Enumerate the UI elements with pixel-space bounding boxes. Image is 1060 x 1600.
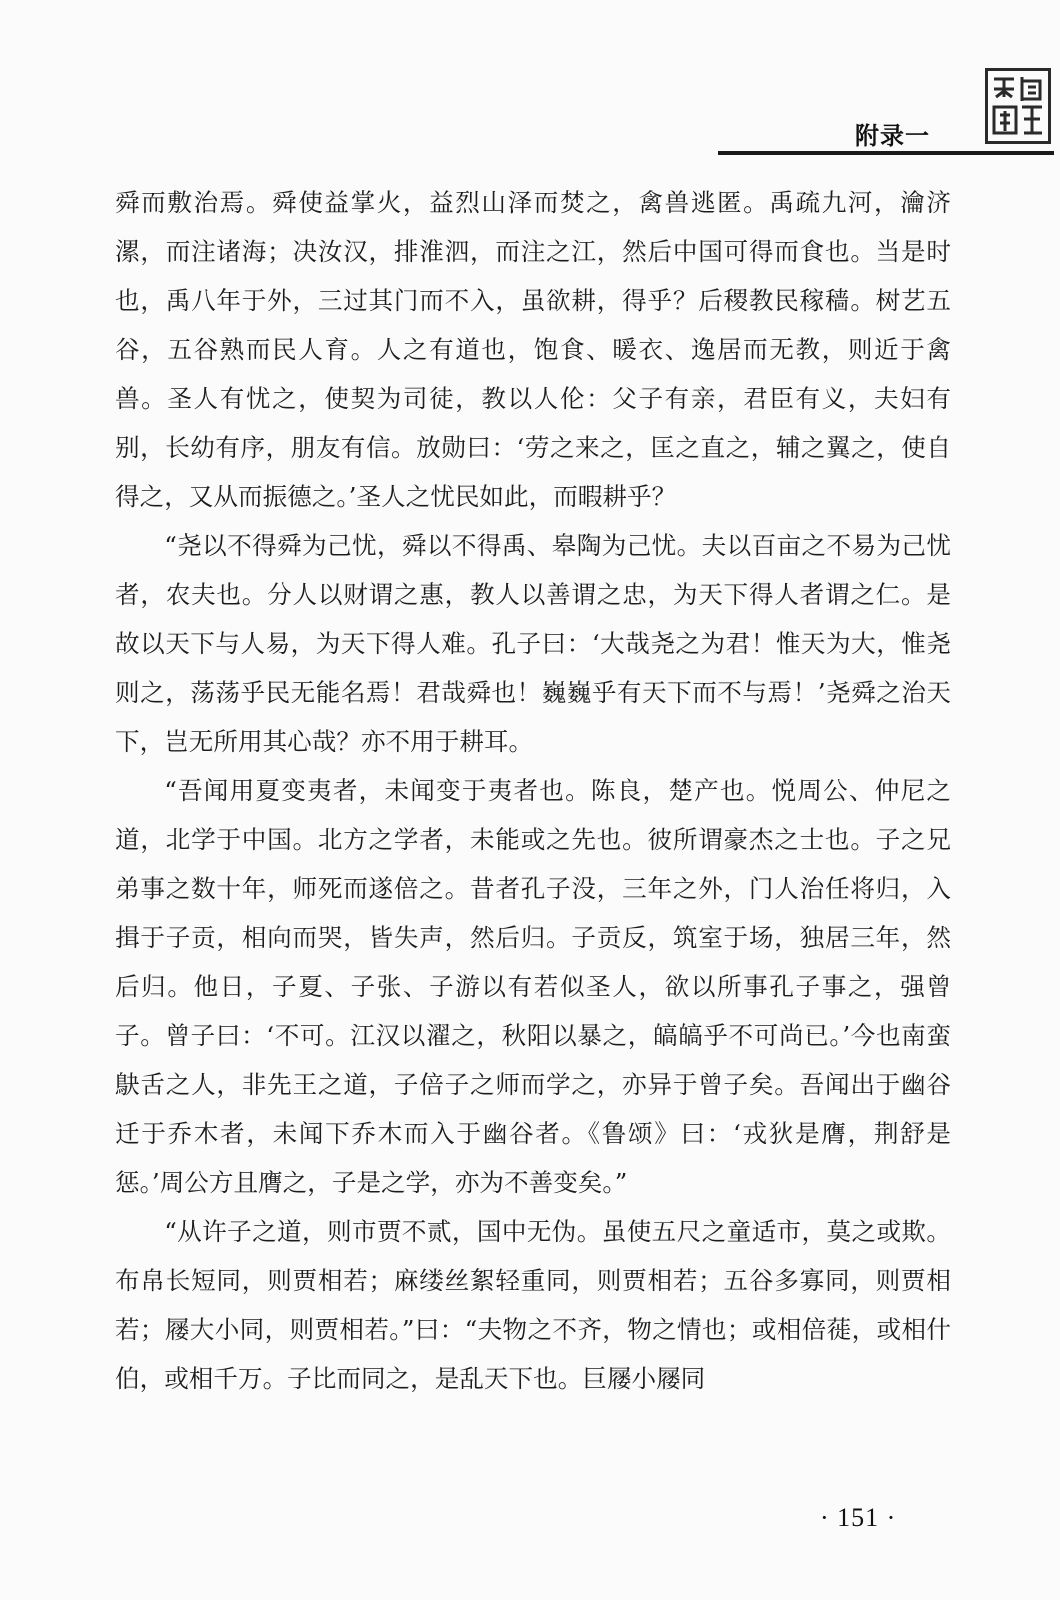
body-text [115,178,951,1403]
seal-stamp-icon [985,68,1051,144]
header-rule [718,151,1054,155]
section-label: 附录一 [855,122,930,150]
paragraph-1: 舜而敷治焉。舜使益掌火，益烈山泽而焚之，禽兽逃匿。禹疏九河，瀹济漯，而注诸海；决汝汉，排淮泗，而注之江，然后中国可得而食也。当是时也，禹八年于外，三过其门而不入，虽欲耕，得乎？后稷教民稼穑。树艺五谷，五谷熟而民人育。人之有道也，饱食、暖衣、逸居而无教，则近于禽兽。圣人有忧之，使契为司徒，教以人伦：父子有亲，君臣有义，夫妇有别，长幼有序，朋友有信。放勋曰：‘劳之来之，匡之直之，辅之翼之，使自得之，又从而振德之。’圣人之忧民如此，而暇耕乎？ [115,188,951,511]
page-number: · 151 · [820,1503,897,1532]
paragraph-4: “从许子之道，则市贾不贰，国中无伪。虽使五尺之童适市，莫之或欺。布帛长短同，则贾相若；麻缕丝絮轻重同，则贾相若；五谷多寡同，则贾相若；屦大小同，则贾相若。”曰：“夫物之不齐，物之情也；或相倍蓰，或相什伯，或相千万。子比而同之，是乱天下也。巨屦小屦同 [115,1217,951,1393]
paragraph-2: “尧以不得舜为己忧，舜以不得禹、皋陶为己忧。夫以百亩之不易为己忧者，农夫也。分人以财谓之惠，教人以善谓之忠，为天下得人者谓之仁。是故以天下与人易，为天下得人难。孔子曰：‘大哉尧之为君！惟天为大，惟尧则之，荡荡乎民无能名焉！君哉舜也！巍巍乎有天下而不与焉！’尧舜之治天下，岂无所用其心哉？亦不用于耕耳。 [115,531,951,756]
paragraph-3: “吾闻用夏变夷者，未闻变于夷者也。陈良，楚产也。悦周公、仲尼之道，北学于中国。北方之学者，未能或之先也。彼所谓豪杰之士也。子之兄弟事之数十年，师死而遂倍之。昔者孔子没，三年之外，门人治任将归，入揖于子贡，相向而哭，皆失声，然后归。子贡反，筑室于场，独居三年，然后归。他日，子夏、子张、子游以有若似圣人，欲以所事孔子事之，强曾子。曾子曰：‘不可。江汉以濯之，秋阳以暴之，皜皜乎不可尚已。’今也南蛮鴃舌之人，非先王之道，子倍子之师而学之，亦异于曾子矣。吾闻出于幽谷迁于乔木者，未闻下乔木而入于幽谷者。《鲁颂》曰：‘戎狄是膺，荆舒是惩。’周公方且膺之，子是之学，亦为不善变矣。” [115,776,951,1197]
